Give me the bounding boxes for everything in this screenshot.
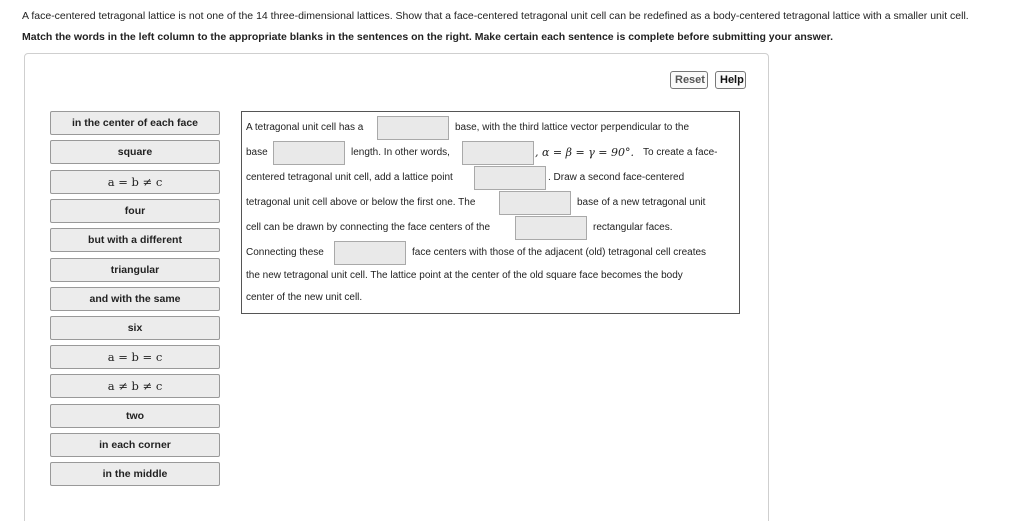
drop-blank[interactable]: [334, 241, 406, 265]
reset-button[interactable]: Reset: [670, 71, 708, 89]
word-tile[interactable]: in the center of each face: [50, 111, 220, 135]
word-tile[interactable]: a = b = c: [50, 345, 220, 369]
word-tile[interactable]: triangular: [50, 258, 220, 282]
sentence-math: , α = β = γ = 90°.: [535, 146, 634, 159]
drop-blank[interactable]: [462, 141, 534, 165]
sentence-text: To create a face-: [643, 147, 718, 158]
word-tile[interactable]: in each corner: [50, 433, 220, 457]
sentence-text: base of a new tetragonal unit: [577, 197, 706, 208]
word-tile[interactable]: a = b ≠ c: [50, 170, 220, 194]
sentence-text: length. In other words,: [351, 147, 450, 158]
sentence-text: . Draw a second face-centered: [548, 172, 685, 183]
sentence-text: center of the new unit cell.: [246, 292, 363, 303]
instruction-text: Match the words in the left column to the appropriate blanks in the sentences on the right. Make certain each sentence is complete before submitting your answer.: [22, 31, 834, 43]
sentence-text: A tetragonal unit cell has a: [246, 122, 364, 133]
word-tile[interactable]: six: [50, 316, 220, 340]
word-tile[interactable]: a ≠ b ≠ c: [50, 374, 220, 398]
word-tile[interactable]: two: [50, 404, 220, 428]
drop-blank[interactable]: [377, 116, 449, 140]
sentence-text: cell can be drawn by connecting the face centers of the: [246, 222, 491, 233]
help-button[interactable]: Help: [715, 71, 746, 89]
drop-blank[interactable]: [273, 141, 345, 165]
sentence-text: tetragonal unit cell above or below the first one. The: [246, 197, 476, 208]
sentence-text: the new tetragonal unit cell. The lattice point at the center of the old square face becomes the body: [246, 270, 683, 281]
word-tile[interactable]: in the middle: [50, 462, 220, 486]
sentence-text: base: [246, 147, 268, 158]
word-tile[interactable]: and with the same: [50, 287, 220, 311]
drop-blank[interactable]: [515, 216, 587, 240]
question-text: A face-centered tetragonal lattice is not one of the 14 three-dimensional lattices. Show that a face-centered tetragonal unit cell can be redefined as a body-centered tetragonal lattice with a smaller unit cell.: [22, 10, 969, 22]
word-tile[interactable]: but with a different: [50, 228, 220, 252]
drop-blank[interactable]: [474, 166, 546, 190]
word-tile[interactable]: square: [50, 140, 220, 164]
sentence-text: centered tetragonal unit cell, add a lattice point: [246, 172, 453, 183]
sentence-text: rectangular faces.: [593, 222, 673, 233]
drop-blank[interactable]: [499, 191, 571, 215]
sentence-text: base, with the third lattice vector perpendicular to the: [455, 122, 690, 133]
sentence-text: face centers with those of the adjacent (old) tetragonal cell creates: [412, 247, 707, 258]
word-tile[interactable]: four: [50, 199, 220, 223]
sentence-text: Connecting these: [246, 247, 324, 258]
